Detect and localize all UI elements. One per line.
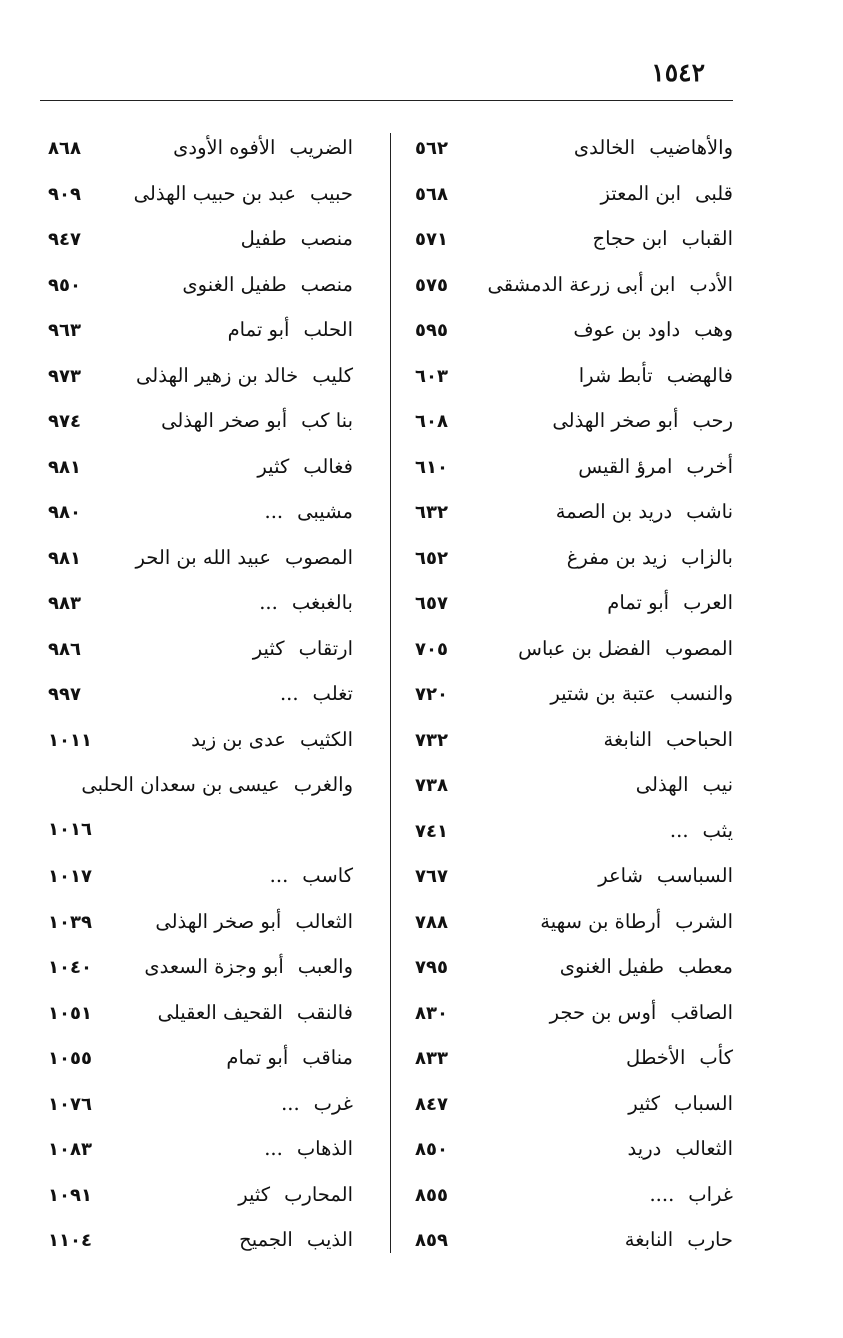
poet-name: كثير — [252, 636, 285, 660]
rhyme-word: والعبب — [297, 955, 353, 978]
poet-name: كثير — [257, 454, 290, 478]
page-ref: ٩٥٠ — [48, 274, 81, 296]
column-divider — [390, 133, 391, 1253]
index-entry — [48, 682, 353, 728]
poet-name: الأخطل — [626, 1046, 686, 1069]
index-entry — [48, 1001, 353, 1047]
poet-name: ... — [281, 1091, 300, 1115]
page-ref: ٩٩٧ — [48, 684, 81, 705]
page-ref: ٨٥٠ — [415, 1139, 448, 1160]
poet-name: .... — [649, 1182, 675, 1206]
index-entry — [415, 1183, 733, 1229]
rhyme-word: رحب — [692, 409, 733, 432]
index-entry — [48, 773, 353, 819]
poet-name: كثير — [628, 1091, 661, 1115]
poet-name: الخالدى — [573, 136, 636, 159]
rhyme-word: أخرب — [686, 454, 733, 478]
poet-name: كثير — [238, 1182, 271, 1206]
poet-name: الجميح — [239, 1228, 293, 1251]
page-ref: ١٠٧٦ — [48, 1093, 92, 1115]
page-number: ١٥٤٢ — [651, 58, 705, 87]
index-entry — [415, 1001, 733, 1047]
page-ref: ٩٨١ — [48, 547, 81, 569]
rhyme-word: فالهضب — [666, 363, 733, 387]
index-entry — [48, 455, 353, 501]
poet-name: تأبط شرا — [578, 363, 653, 387]
poet-name: أبو تمام — [607, 591, 670, 614]
poet-name: عبيد الله بن الحر — [135, 545, 272, 569]
index-entry — [415, 1228, 733, 1274]
rhyme-word: الأدب — [689, 272, 733, 296]
index-entry — [415, 728, 733, 774]
index-entry — [48, 1137, 353, 1183]
poet-name: طفيل الغنوى — [182, 272, 287, 296]
page-ref: ١٠٤٠ — [48, 957, 92, 978]
page-ref: ٩٨٦ — [48, 638, 81, 660]
page-ref: ٨٣٣ — [415, 1048, 448, 1069]
page-ref: ٧٢٠ — [415, 684, 448, 705]
poet-name: أبو صخر الهذلى — [155, 909, 282, 933]
poet-name: عبد بن حبيب الهذلى — [133, 181, 297, 205]
poet-name: طفيل الغنوى — [559, 955, 664, 978]
rhyme-word: بالغبغب — [291, 591, 353, 614]
poet-name: أبو وجزة السعدى — [144, 955, 284, 978]
rhyme-word: الشرب — [675, 909, 733, 933]
rhyme-word: الضريب — [289, 136, 353, 159]
page-ref: ٧٣٨ — [415, 775, 448, 796]
poet-name: ... — [259, 591, 278, 614]
index-entry — [415, 318, 733, 364]
rhyme-word: الثعالب — [295, 909, 353, 933]
page-ref: ٧٩٥ — [415, 957, 448, 978]
page-ref: ١٠٩١ — [48, 1184, 92, 1206]
index-entry — [48, 409, 353, 455]
poet-name: الفضل بن عباس — [518, 636, 652, 660]
index-entry — [48, 182, 353, 228]
rhyme-word: العرب — [683, 591, 733, 614]
index-entry — [415, 637, 733, 683]
poet-name: طفيل — [240, 227, 287, 250]
index-entry — [415, 409, 733, 455]
rhyme-word: الحباحب — [666, 727, 733, 751]
page-ref: ١٠١٦ — [48, 818, 92, 840]
rhyme-word: نيب — [702, 773, 733, 796]
poet-name: النابغة — [624, 1228, 674, 1251]
page-ref: ٩٨٣ — [48, 593, 81, 614]
index-entry — [415, 136, 733, 182]
index-entry — [415, 773, 733, 819]
page-ref: ٩٧٣ — [48, 365, 81, 387]
right-column — [415, 136, 733, 1274]
poet-name: داود بن عوف — [573, 318, 681, 341]
rhyme-word: الصاقب — [670, 1000, 733, 1024]
poet-name: عيسى بن سعدان الحلبى — [81, 773, 280, 796]
rhyme-word: قلبى — [695, 181, 733, 205]
poet-name: ابن أبى زرعة الدمشقى — [487, 272, 676, 296]
rhyme-word: الحلب — [303, 318, 353, 341]
index-entry — [48, 273, 353, 319]
index-entry — [415, 864, 733, 910]
page-ref: ٦٥٢ — [415, 547, 448, 569]
rhyme-word: وهب — [694, 318, 733, 341]
rhyme-word: بالزاب — [681, 545, 733, 569]
header-rule — [40, 100, 733, 101]
poet-name: النابغة — [603, 727, 653, 751]
rhyme-word: غرب — [313, 1091, 353, 1115]
poet-name: امرؤ القيس — [578, 454, 673, 478]
rhyme-word: مناقب — [302, 1046, 353, 1069]
index-entry — [48, 955, 353, 1001]
poet-name: ... — [264, 1137, 283, 1160]
page-ref: ٦٥٧ — [415, 593, 448, 614]
rhyme-word: تغلب — [312, 682, 353, 705]
page-ref: ١١٠٤ — [48, 1230, 92, 1251]
index-entry — [48, 591, 353, 637]
poet-name: ... — [279, 682, 299, 705]
index-entry — [415, 1092, 733, 1138]
poet-name: أبو تمام — [226, 1046, 289, 1069]
poet-name: أبو تمام — [227, 318, 290, 341]
index-entry — [48, 910, 353, 956]
rhyme-word: المحارب — [284, 1182, 353, 1206]
rhyme-word: كاسب — [302, 864, 353, 887]
poet-name: خالد بن زهير الهذلى — [136, 363, 299, 387]
page-ref: ٩٠٩ — [48, 183, 81, 205]
rhyme-word: غراب — [688, 1182, 733, 1206]
rhyme-word: والأهاضيب — [649, 136, 733, 159]
page-ref: ١٠٣٩ — [48, 911, 92, 933]
index-entry — [48, 637, 353, 683]
index-entry — [415, 182, 733, 228]
index-entry — [415, 500, 733, 546]
rhyme-word: بنا كب — [301, 409, 353, 432]
page-ref: ٥٩٥ — [415, 320, 448, 341]
rhyme-word: السباسب — [656, 864, 733, 887]
index-entry — [48, 136, 353, 182]
page-ref: ٧٠٥ — [415, 638, 448, 660]
poet-name: القحيف العقيلى — [157, 1000, 283, 1024]
poet-name: دريد بن الصمة — [555, 500, 673, 523]
rhyme-word: يثب — [702, 818, 733, 842]
page-ref: ٥٦٨ — [415, 183, 448, 205]
rhyme-word: القباب — [681, 227, 733, 250]
index-entry — [415, 455, 733, 501]
rhyme-word: المصوب — [665, 636, 733, 660]
poet-name: دريد — [627, 1137, 662, 1160]
rhyme-word: حارب — [687, 1228, 733, 1251]
poet-name: أرطاة بن سهية — [540, 909, 662, 933]
rhyme-word: السباب — [674, 1091, 733, 1115]
page-ref: ٩٧٤ — [48, 411, 81, 432]
page-ref: ٦٣٢ — [415, 502, 448, 523]
page-ref: ٦١٠ — [415, 456, 448, 478]
rhyme-word: الثعالب — [675, 1137, 733, 1160]
poet-name: ابن حجاج — [592, 227, 668, 250]
page-ref: ١٠١٧ — [48, 866, 92, 887]
poet-name: زيد بن مفرغ — [566, 545, 668, 569]
index-entry — [415, 955, 733, 1001]
rhyme-word: والنسب — [669, 682, 733, 705]
page-ref: ٦٠٣ — [415, 365, 448, 387]
page-ref: ٩٦٣ — [48, 320, 81, 341]
poet-name: أبو صخر الهذلى — [161, 409, 288, 432]
index-entry — [48, 227, 353, 273]
page-ref: ٥٧١ — [415, 229, 448, 250]
page-ref: ١٠١١ — [48, 729, 92, 751]
page-ref: ٨٤٧ — [415, 1093, 448, 1115]
page-ref: ٥٦٢ — [415, 138, 448, 159]
rhyme-word: حبيب — [310, 181, 353, 205]
index-entry — [48, 1228, 353, 1274]
index-entry — [48, 1092, 353, 1138]
rhyme-word: منصب — [300, 227, 353, 250]
index-entry — [48, 318, 353, 364]
rhyme-word: منصب — [300, 272, 353, 296]
page-ref: ٨٣٠ — [415, 1002, 448, 1024]
page-ref: ١٠٥١ — [48, 1002, 92, 1024]
index-entry — [415, 273, 733, 319]
poet-name: ... — [264, 500, 284, 523]
index-entry — [415, 910, 733, 956]
rhyme-word: كليب — [312, 363, 353, 387]
rhyme-word: والغرب — [293, 773, 353, 796]
index-entry — [415, 546, 733, 592]
page-ref: ١٠٥٥ — [48, 1048, 92, 1069]
page-ref: ٨٦٨ — [48, 138, 81, 159]
page-ref: ٩٤٧ — [48, 229, 81, 250]
poet-name: أبو صخر الهذلى — [552, 409, 679, 432]
index-entry — [48, 546, 353, 592]
page-ref: ٧٤١ — [415, 820, 448, 842]
index-entry — [48, 1046, 353, 1092]
index-entry — [415, 591, 733, 637]
rhyme-word: الكثيب — [299, 727, 353, 751]
poet-name: أوس بن حجر — [549, 1000, 657, 1024]
index-entry — [48, 864, 353, 910]
rhyme-word: معطب — [678, 955, 733, 978]
poet-name: عدى بن زيد — [191, 727, 286, 751]
poet-name: الأفوه الأودى — [173, 136, 276, 159]
index-entry — [415, 682, 733, 728]
page-ref: ٥٧٥ — [415, 274, 448, 296]
page-ref: ٨٥٥ — [415, 1184, 448, 1206]
index-entry — [48, 1183, 353, 1229]
poet-name: ابن المعتز — [600, 181, 682, 205]
rhyme-word: ناشب — [686, 500, 733, 523]
rhyme-word: فغالب — [303, 454, 353, 478]
rhyme-word: مشيبى — [297, 500, 353, 523]
rhyme-word: المصوب — [285, 545, 353, 569]
page-ref: ٨٥٩ — [415, 1230, 448, 1251]
index-entry — [48, 500, 353, 546]
page-ref: ١٠٨٣ — [48, 1139, 92, 1160]
index-entry — [415, 227, 733, 273]
poet-name: ... — [669, 818, 689, 842]
poet-name: ... — [269, 864, 289, 887]
index-entry — [415, 1046, 733, 1092]
rhyme-word: فالنقب — [296, 1000, 353, 1024]
rhyme-word: ارتقاب — [298, 636, 353, 660]
page-ref: ٧٨٨ — [415, 911, 448, 933]
index-entry — [48, 819, 353, 865]
index-entry — [48, 364, 353, 410]
poet-name: عتبة بن شتير — [550, 682, 656, 705]
index-entry — [415, 1137, 733, 1183]
page-ref: ٩٨١ — [48, 456, 81, 478]
index-entry — [415, 364, 733, 410]
page-ref: ٦٠٨ — [415, 411, 448, 432]
page-ref: ٧٦٧ — [415, 866, 448, 887]
poet-name: الهذلى — [635, 773, 689, 796]
index-entry — [48, 728, 353, 774]
page-ref: ٩٨٠ — [48, 502, 81, 523]
left-column — [48, 136, 353, 1274]
poet-name: شاعر — [598, 864, 643, 887]
rhyme-word: الذيب — [306, 1228, 353, 1251]
rhyme-word: الذهاب — [296, 1137, 353, 1160]
index-entry — [415, 819, 733, 865]
page-ref: ٧٣٢ — [415, 729, 448, 751]
rhyme-word: كأب — [699, 1046, 733, 1069]
